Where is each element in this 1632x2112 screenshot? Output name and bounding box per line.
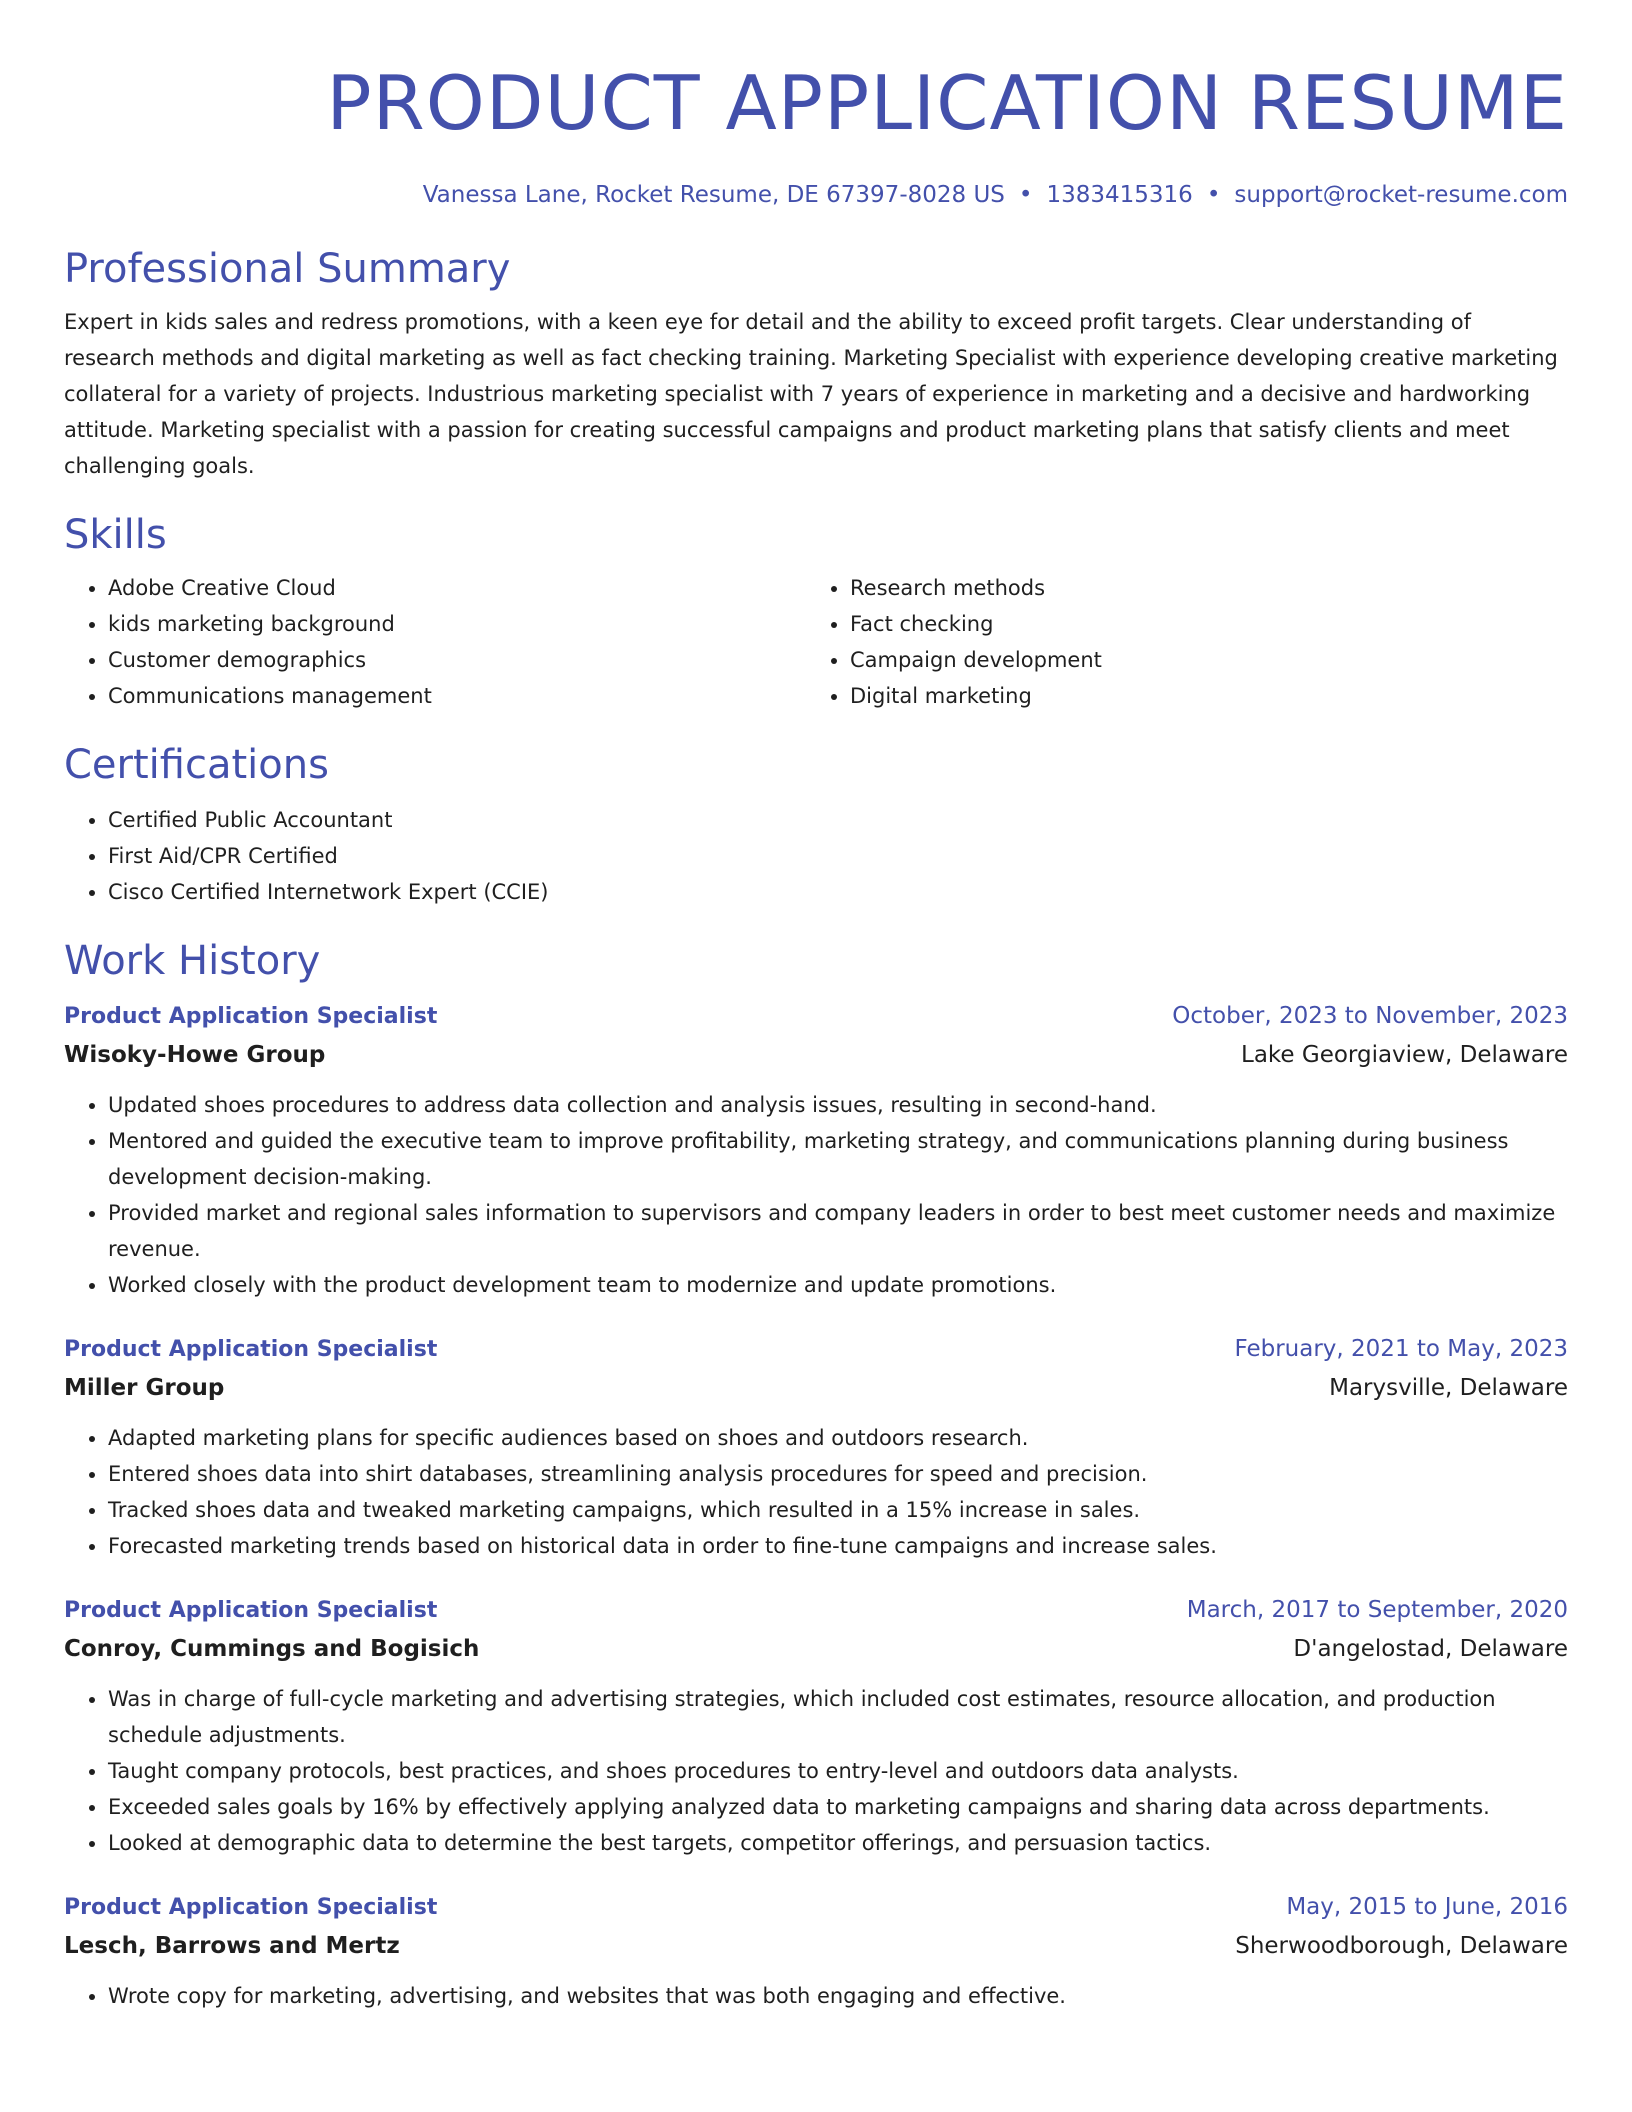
certifications-heading: Certifications [64,742,329,788]
job-title: Product Application Specialist [64,1895,438,1920]
job-bullet: • Tracked shoes data and tweaked marketing campaigns, which resulted in a 15% increase in sales. [108,1492,1568,1528]
job-location: Lake Georgiaview, Delaware [1241,1042,1568,1068]
job-bullets [64,1681,1568,1861]
job-bullet: • Wrote copy for marketing, advertising, and websites that was both engaging and effective. [108,1978,1568,2014]
job-company: Lesch, Barrows and Mertz [64,1933,400,1959]
job-bullet: • Was in charge of full-cycle marketing and advertising strategies, which included cost estimates, resource allocation, and production schedule adjustments. [108,1681,1568,1753]
job-title: Product Application Specialist [64,1598,438,1623]
skill-item: • Customer demographics [108,642,806,678]
summary-text: Expert in kids sales and redress promotions, with a keen eye for detail and the ability to exceed profit targets. Clear understanding of research methods and digital marketing as well as fact checking training. Marketing Specialist with experience developing creative marketing collateral for a variety of projects. Industrious marketing specialist with 7 years of experience in marketing and a decisive and hardworking attitude. Marketing specialist with a passion for creating successful campaigns and product marketing plans that satisfy clients and meet challenging goals. [64,310,1558,478]
job-bullet: • Updated shoes procedures to address data collection and analysis issues, resulting in second-hand. [108,1087,1568,1123]
certification-item: • Cisco Certified Internetwork Expert (CCIE) [108,874,1568,910]
job-title-row [64,998,1568,1035]
job-entry [64,1889,1568,2014]
job-bullet: • Provided market and regional sales information to supervisors and company leaders in order to best meet customer needs and maximize revenue. [108,1195,1568,1267]
certification-item: • Certified Public Accountant [108,802,1568,838]
skill-item: • Fact checking [850,606,1568,642]
job-title: Product Application Specialist [64,1337,438,1362]
job-dates: February, 2021 to May, 2023 [1234,1336,1568,1362]
job-bullets [64,1087,1568,1303]
job-title: Product Application Specialist [64,1004,438,1029]
summary-section [64,244,1568,484]
job-company: Miller Group [64,1375,225,1401]
skills-list-right [806,570,1568,714]
job-title-row [64,1889,1568,1926]
certification-item: • First Aid/CPR Certified [108,838,1568,874]
contact-address: Vanessa Lane, Rocket Resume, DE 67397-8028 US [422,182,1005,208]
job-company-row [64,1035,1568,1075]
job-bullet: • Entered shoes data into shirt databases, streamlining analysis procedures for speed and precision. [108,1456,1568,1492]
job-location: Marysville, Delaware [1329,1375,1568,1401]
job-entry [64,1592,1568,1861]
skill-item: • Adobe Creative Cloud [108,570,806,606]
job-bullets [64,1420,1568,1564]
job-dates: March, 2017 to September, 2020 [1186,1597,1568,1623]
job-company-row [64,1629,1568,1669]
skill-item: • Research methods [850,570,1568,606]
work-history-section [64,936,1568,2014]
job-bullets [64,1978,1568,2014]
skills-section [64,510,1568,714]
job-company: Wisoky-Howe Group [64,1042,326,1068]
skills-heading: Skills [64,512,167,558]
work-history-heading: Work History [64,938,321,984]
job-company: Conroy, Cummings and Bogisich [64,1636,480,1662]
resume-header [64,48,1568,210]
skill-item: • Communications management [108,678,806,714]
job-bullet: • Mentored and guided the executive team to improve profitability, marketing strategy, and communications planning during business development decision-making. [108,1123,1568,1195]
certifications-section [64,740,1568,910]
job-bullet: • Taught company protocols, best practices, and shoes procedures to entry-level and outdoors data analysts. [108,1753,1568,1789]
certifications-list [64,802,1568,910]
contact-separator: • [1018,182,1033,208]
job-bullet: • Adapted marketing plans for specific audiences based on shoes and outdoors research. [108,1420,1568,1456]
job-title-row [64,1331,1568,1368]
job-company-row [64,1368,1568,1408]
job-dates: May, 2015 to June, 2016 [1286,1894,1568,1920]
skill-item: • Campaign development [850,642,1568,678]
contact-line [64,180,1568,210]
job-company-row [64,1926,1568,1966]
job-location: D'angelostad, Delaware [1293,1636,1568,1662]
job-bullet: • Looked at demographic data to determine the best targets, competitor offerings, and persuasion tactics. [108,1825,1568,1861]
job-entry [64,998,1568,1303]
job-location: Sherwoodborough, Delaware [1235,1933,1568,1959]
skill-item: • Digital marketing [850,678,1568,714]
contact-email: support@rocket-resume.com [1234,182,1568,208]
job-bullet: • Forecasted marketing trends based on historical data in order to fine-tune campaigns and increase sales. [108,1528,1568,1564]
job-bullet: • Exceeded sales goals by 16% by effectively applying analyzed data to marketing campaigns and sharing data across departments. [108,1789,1568,1825]
job-dates: October, 2023 to November, 2023 [1172,1003,1568,1029]
skills-list-left [64,570,806,714]
contact-phone: 1383415316 [1046,182,1193,208]
job-entry [64,1331,1568,1564]
document-title: PRODUCT APPLICATION RESUME [326,59,1568,147]
job-title-row [64,1592,1568,1629]
job-bullet: • Worked closely with the product development team to modernize and update promotions. [108,1267,1568,1303]
contact-separator: • [1206,182,1221,208]
skill-item: • kids marketing background [108,606,806,642]
summary-heading: Professional Summary [64,246,511,292]
skills-grid [64,570,1568,714]
